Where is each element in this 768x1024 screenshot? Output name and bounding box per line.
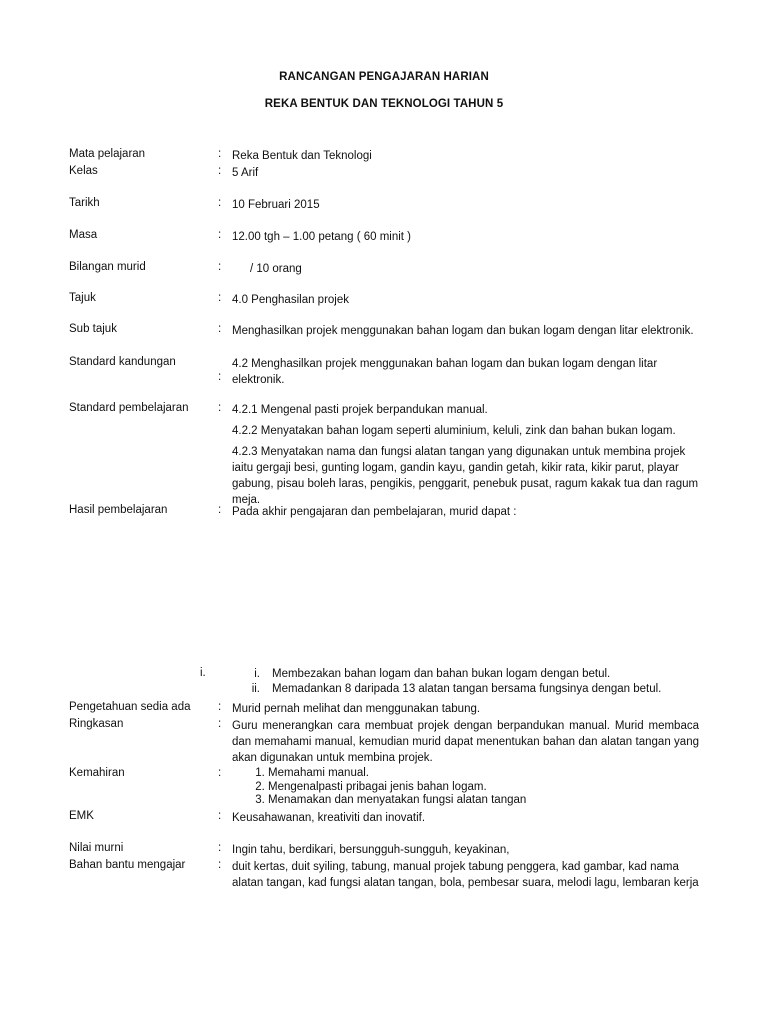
label-kemahiran: Kemahiran <box>69 767 125 779</box>
standard-item: 4.2.2 Menyatakan bahan logam seperti aluminium, keluli, zink dan bahan bukan logam. <box>232 425 676 437</box>
colon: : <box>218 229 222 241</box>
value-hasil-pembelajaran: Pada akhir pengajaran dan pembelajaran, murid dapat : <box>232 506 517 518</box>
document-subtitle: REKA BENTUK DAN TEKNOLOGI TAHUN 5 <box>264 98 504 110</box>
label-sub-tajuk: Sub tajuk <box>69 323 117 335</box>
label-bilangan-murid: Bilangan murid <box>69 261 146 273</box>
colon: : <box>218 504 222 516</box>
label-masa: Masa <box>69 229 98 241</box>
value-ringkasan: Guru menerangkan cara membuat projek dengan berpandukan manual. Murid membaca dan memahami manual, kemudian murid dapat menentukan bahan dan alatan tangan yang akan digunakan untuk membina projek. <box>232 720 699 764</box>
outer-list-marker: i. <box>200 667 206 679</box>
colon: : <box>218 197 222 209</box>
value-standard-kandungan: 4.2 Menghasilkan projek menggunakan bahan logam dan bukan logam dengan litar elektronik. <box>232 358 658 386</box>
label-ringkasan: Ringkasan <box>69 718 124 730</box>
standard-pembelajaran-list <box>232 402 699 513</box>
objective-marker: i. <box>254 668 260 680</box>
value-emk: Keusahawanan, kreativiti dan inovatif. <box>232 812 426 824</box>
colon: : <box>218 371 222 383</box>
value-bilangan-murid: / 10 orang <box>250 263 302 275</box>
colon: : <box>218 701 222 713</box>
label-standard-kandungan: Standard kandungan <box>69 356 176 368</box>
value-pengetahuan-sedia-ada: Murid pernah melihat dan menggunakan tabung. <box>232 703 481 715</box>
objective-text: Membezakan bahan logam dan bahan bukan logam dengan betul. <box>272 668 611 680</box>
kemahiran-item: 1. Memahami manual. <box>268 767 699 781</box>
kemahiran-item: 3. Menamakan dan menyatakan fungsi alatan tangan <box>268 794 699 808</box>
value-kelas: 5 Arif <box>232 167 259 179</box>
standard-item: 4.2.3 Menyatakan nama dan fungsi alatan tangan yang digunakan untuk membina projek iaitu gergaji besi, gunting logam, gandin kayu, gandin getah, kikir rata, kikir parut, playar gabung, pisau boleh laras, pengikis, penggarit, penebuk pusat, ragum kakak tua dan ragum meja. <box>232 446 699 506</box>
value-tarikh: 10 Februari 2015 <box>232 199 320 211</box>
colon: : <box>218 842 222 854</box>
objective-text: Memadankan 8 daripada 13 alatan tangan bersama fungsinya dengan betul. <box>272 683 662 695</box>
colon: : <box>218 718 222 730</box>
label-mata-pelajaran: Mata pelajaran <box>69 148 146 160</box>
colon: : <box>218 148 222 160</box>
colon: : <box>218 859 222 871</box>
colon: : <box>218 810 222 822</box>
objective-marker: ii. <box>251 683 260 695</box>
colon: : <box>218 402 222 414</box>
value-mata-pelajaran: Reka Bentuk dan Teknologi <box>232 150 372 162</box>
label-pengetahuan-sedia-ada: Pengetahuan sedia ada <box>69 701 191 713</box>
standard-item: 4.2.1 Mengenal pasti projek berpandukan manual. <box>232 404 488 416</box>
colon: : <box>218 323 222 335</box>
label-nilai-murni: Nilai murni <box>69 842 124 854</box>
value-sub-tajuk: Menghasilkan projek menggunakan bahan logam dan bukan logam dengan litar elektronik. <box>232 325 694 337</box>
label-emk: EMK <box>69 810 94 822</box>
label-bahan-bantu-mengajar: Bahan bantu mengajar <box>69 859 186 871</box>
value-bahan-bantu-mengajar: duit kertas, duit syiling, tabung, manual projek tabung penggera, kad gambar, kad nama alatan tangan, kad fungsi alatan tangan, bola, pembesar suara, melodi lagu, lembaran kerja <box>232 861 699 889</box>
colon: : <box>218 292 222 304</box>
label-kelas: Kelas <box>69 165 98 177</box>
label-standard-pembelajaran: Standard pembelajaran <box>69 402 189 414</box>
colon: : <box>218 767 222 779</box>
value-masa: 12.00 tgh – 1.00 petang ( 60 minit ) <box>232 231 412 243</box>
value-nilai-murni: Ingin tahu, berdikari, bersungguh-sungguh, keyakinan, <box>232 844 510 856</box>
kemahiran-list <box>232 767 699 808</box>
label-tarikh: Tarikh <box>69 197 100 209</box>
value-tajuk: 4.0 Penghasilan projek <box>232 294 349 306</box>
colon: : <box>218 165 222 177</box>
label-hasil-pembelajaran: Hasil pembelajaran <box>69 504 168 516</box>
document-title: RANCANGAN PENGAJARAN HARIAN <box>279 71 489 83</box>
label-tajuk: Tajuk <box>69 292 96 304</box>
kemahiran-item: 2. Mengenalpasti pribagai jenis bahan logam. <box>268 781 699 795</box>
colon: : <box>218 261 222 273</box>
